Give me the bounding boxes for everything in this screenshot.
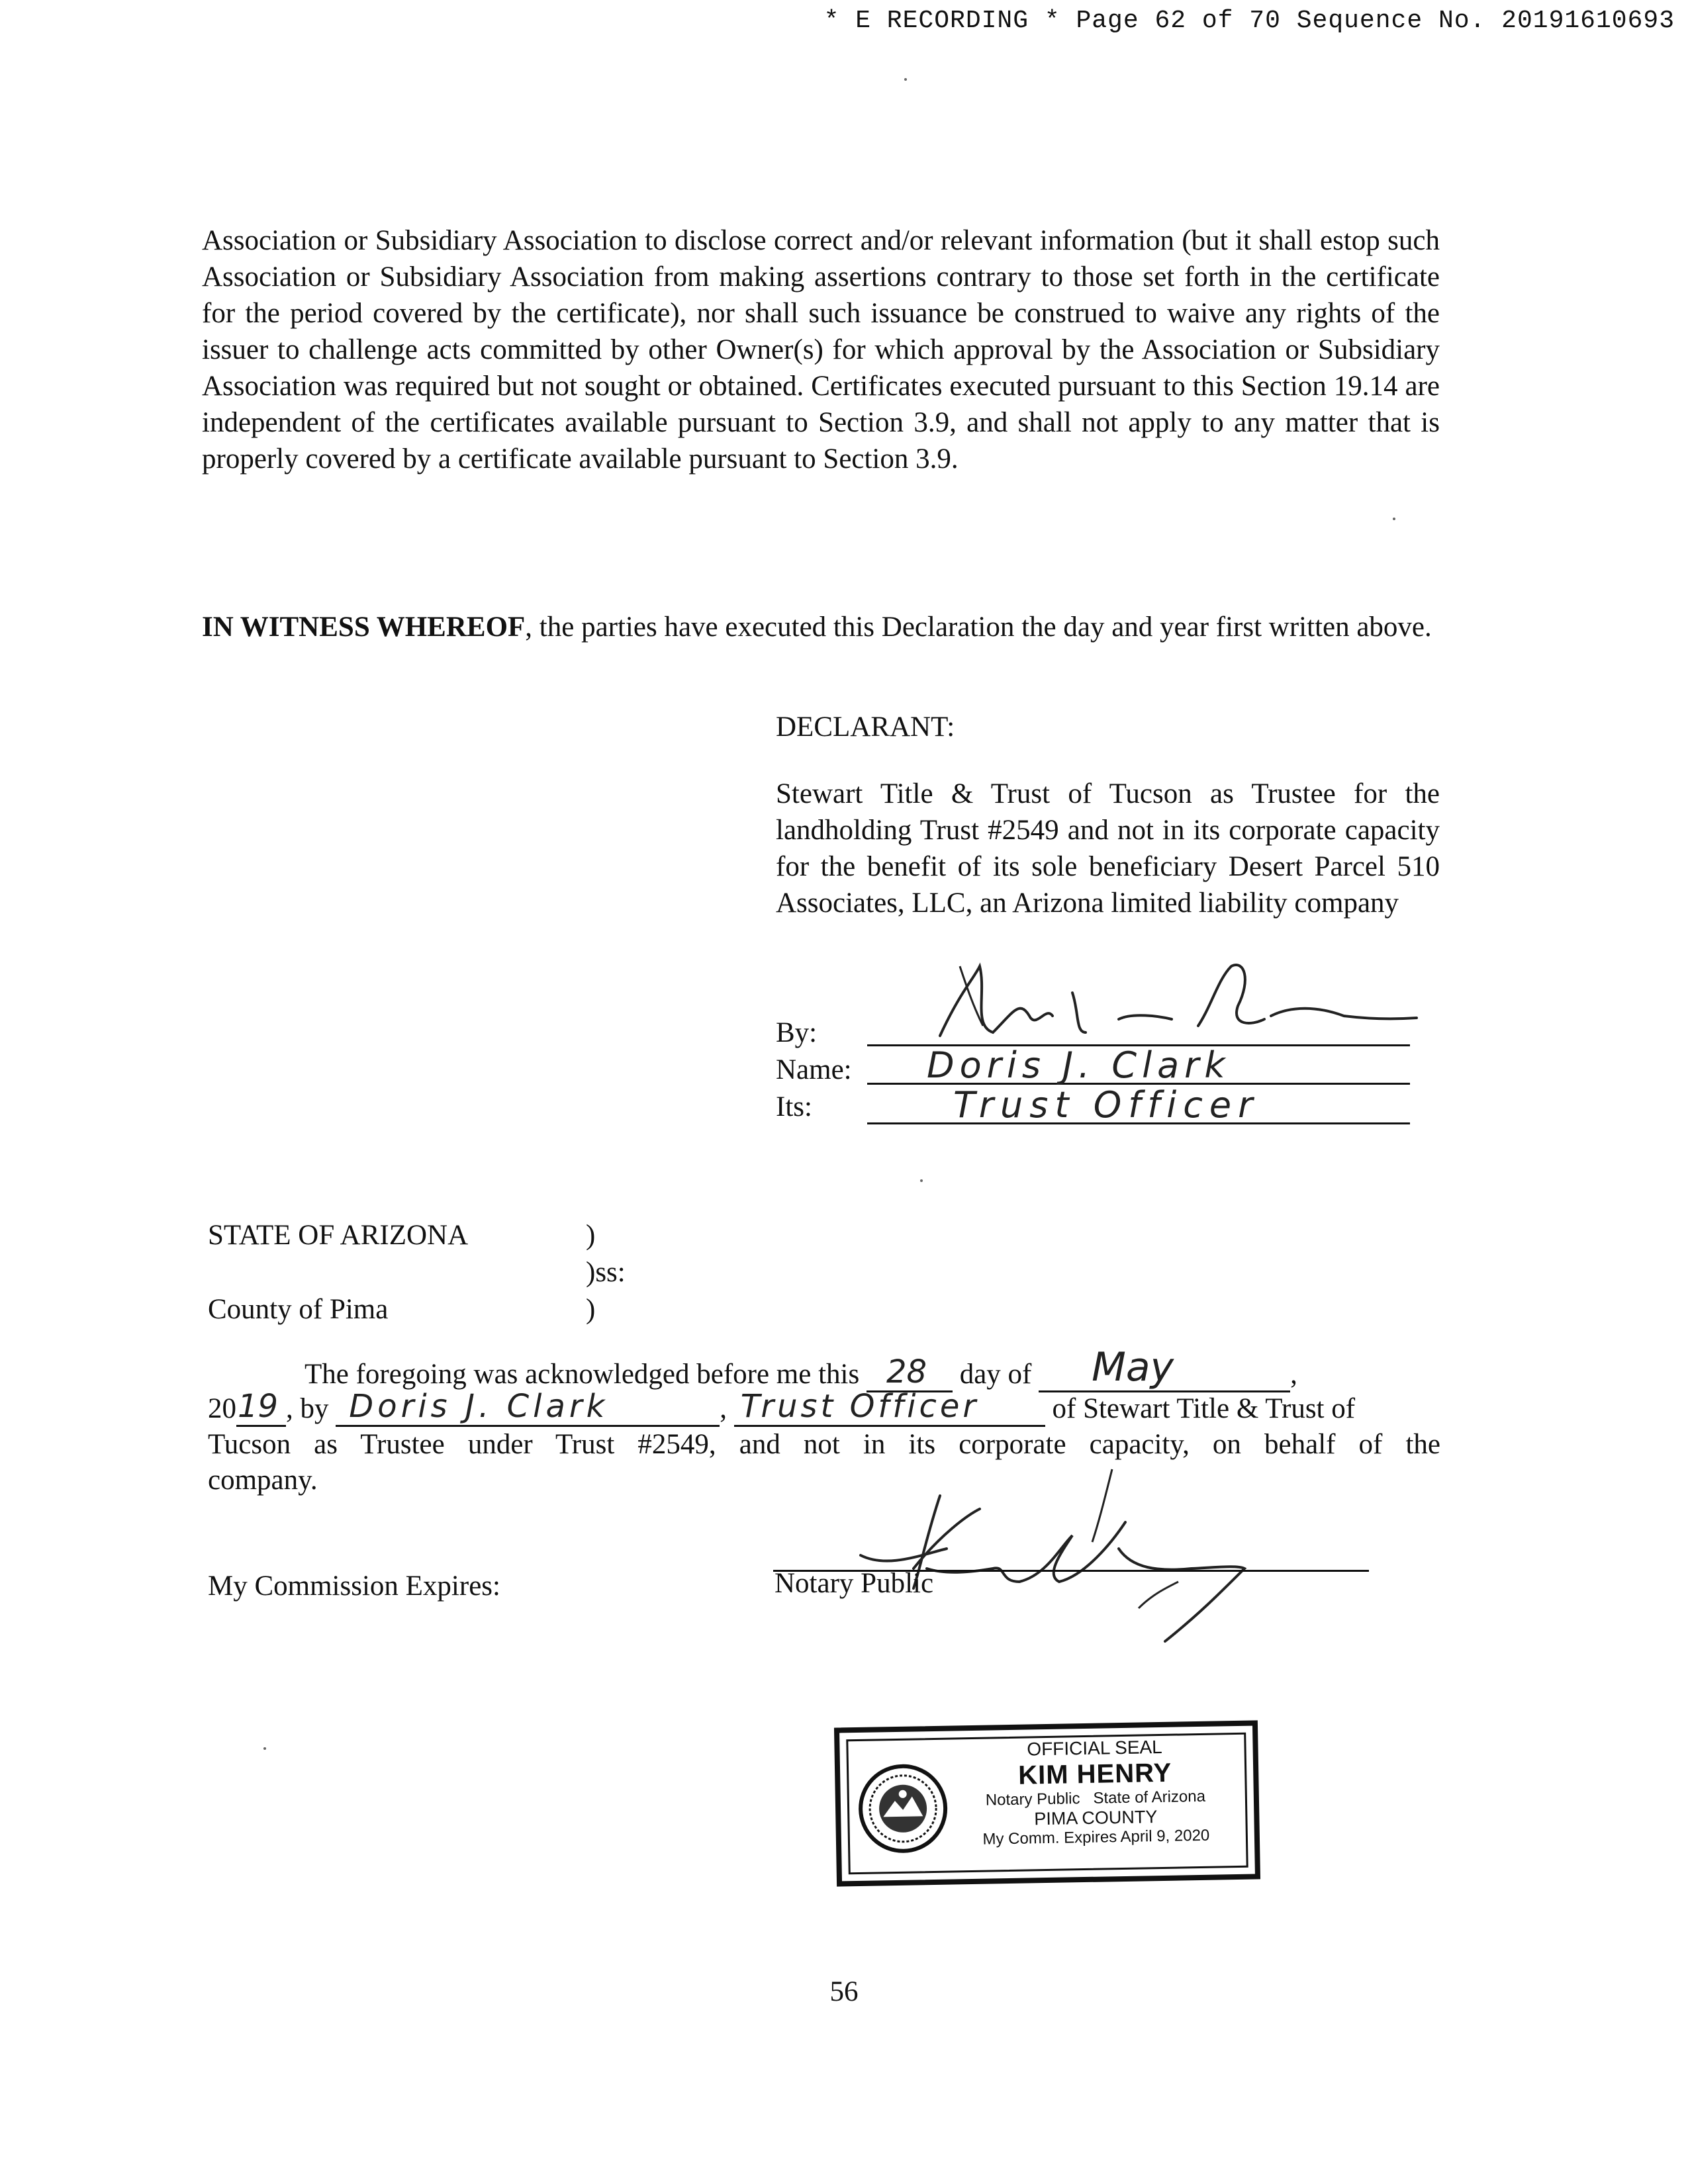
seal-notary-name: KIM HENRY <box>1017 1758 1172 1790</box>
seal-official: OFFICIAL SEAL <box>1027 1736 1162 1760</box>
notary-seal <box>834 1720 1260 1886</box>
scan-speck <box>1393 518 1395 520</box>
declarant-signature <box>920 953 1423 1052</box>
ack-line-4: company. <box>208 1465 318 1496</box>
page-number: 56 <box>829 1976 859 2007</box>
seal-text <box>955 1735 1235 1849</box>
declarant-entity: Stewart Title & Trust of Tucson as Trustee for the landholding Trust #2549 and not in its corporate capacity for the benefit of its sole beneficiary Desert Parcel 510 Associates, LLC, an Arizona limited liability company <box>776 778 1440 919</box>
ack-of-text: of Stewart Title & Trust of <box>1052 1393 1356 1424</box>
county-label: County of Pima <box>208 1294 389 1325</box>
scan-speck <box>904 78 907 81</box>
ack-comma: , <box>720 1393 727 1424</box>
ack-line-3: Tucson as Trustee under Trust #2549, and not in its corporate capacity, on behalf of the <box>208 1429 1440 1460</box>
seal-expires: My Comm. Expires April 9, 2020 <box>982 1826 1210 1848</box>
declarant-label: DECLARANT: <box>776 711 955 743</box>
ack-title-handwritten: Trust Officer <box>740 1388 980 1425</box>
year-handwritten: 19 <box>238 1388 279 1425</box>
month-blank <box>1039 1344 1290 1392</box>
its-handwritten: Trust Officer <box>953 1084 1260 1126</box>
notary-public-label: Notary Public <box>774 1568 934 1599</box>
state-label: STATE OF ARIZONA <box>208 1220 469 1251</box>
ack-name-blank <box>336 1388 720 1427</box>
ack-title-blank <box>734 1388 1045 1427</box>
day-handwritten: 28 <box>886 1353 927 1390</box>
witness-clause <box>202 608 1440 647</box>
by-label: By: <box>776 1017 818 1048</box>
paren-open: ) <box>586 1220 596 1251</box>
commission-label: My Commission Expires: <box>208 1570 500 1602</box>
recording-header: * E RECORDING * Page 62 of 70 Sequence No. 20191610693 <box>823 7 1675 35</box>
notary-signature <box>847 1456 1271 1655</box>
ack-text: The foregoing was acknowledged before me this <box>305 1359 860 1390</box>
by-text: , by <box>286 1393 329 1424</box>
month-comma: , <box>1290 1359 1297 1390</box>
ack-name-handwritten: Doris J. Clark <box>349 1388 609 1425</box>
month-handwritten: May <box>1092 1344 1174 1390</box>
witness-lead: IN WITNESS WHEREOF <box>202 612 526 643</box>
day-of-text: day of <box>959 1359 1032 1390</box>
its-label: Its: <box>776 1091 812 1122</box>
name-label: Name: <box>776 1054 852 1085</box>
paren-close: ) <box>586 1294 596 1325</box>
scan-speck <box>920 1179 923 1182</box>
year-prefix: 20 <box>208 1393 236 1424</box>
seal-notary-state: Notary Public State of Arizona <box>985 1788 1206 1809</box>
name-handwritten: Doris J. Clark <box>927 1044 1231 1086</box>
seal-county: PIMA COUNTY <box>1034 1806 1158 1829</box>
ack-line-2 <box>208 1388 1356 1427</box>
ss-label: )ss: <box>586 1257 626 1288</box>
arizona-seal-icon <box>856 1762 950 1856</box>
scan-speck <box>263 1747 266 1750</box>
year-blank <box>236 1388 286 1427</box>
certificate-paragraph: Association or Subsidiary Association to disclose correct and/or relevant information (but it shall estop such Association or Subsidiary Association from making assertions contrary to those set forth in the certificate for the period covered by the certificate), nor shall such issuance be construed to waive any rights of the issuer to challenge acts committed by other Owner(s) for which approval by the Association or Subsidiary Association was required but not sought or obtained. Certificates executed pursuant to this Section 19.14 are independent of the certificates available pursuant to Section 3.9, and shall not apply to any matter that is properly covered by a certificate available pursuant to Section 3.9. <box>202 225 1440 475</box>
witness-text: , the parties have executed this Declaration the day and year first written above. <box>525 612 1432 643</box>
